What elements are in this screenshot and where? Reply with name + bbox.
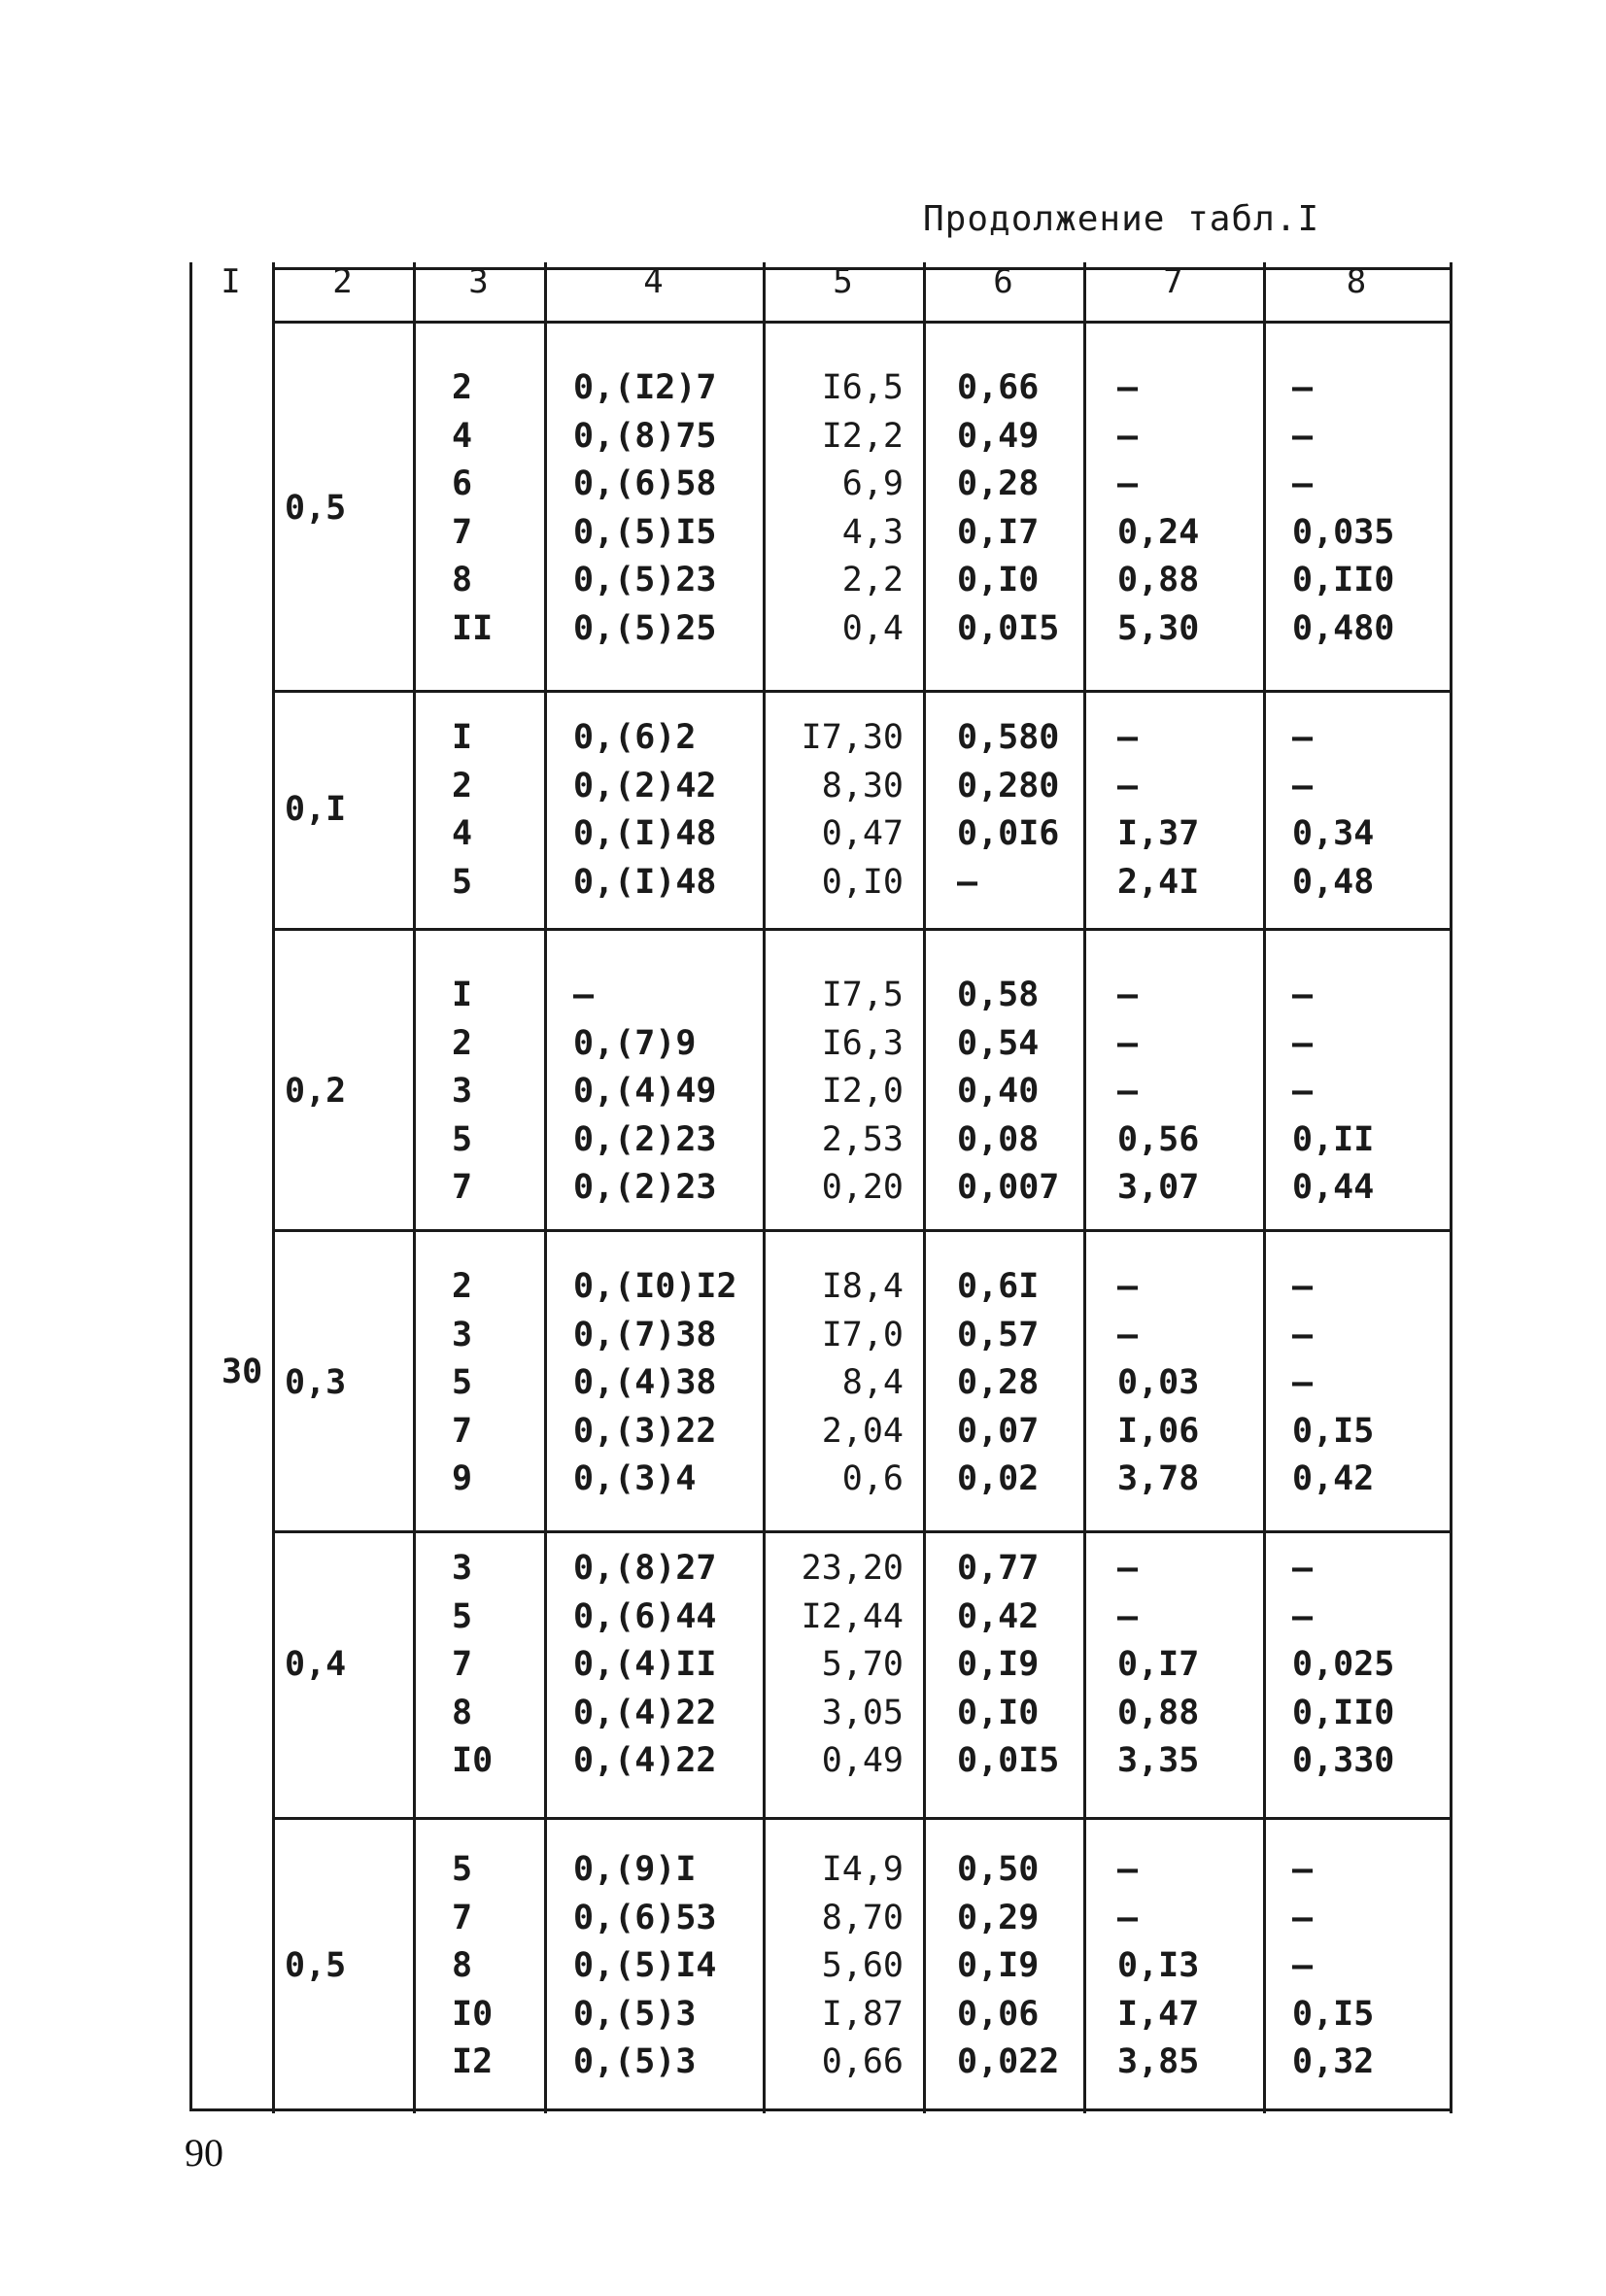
cell-col3: 5 xyxy=(452,1850,473,1889)
cell-col8: – xyxy=(1292,1072,1314,1111)
cell-col4: 0,(2)42 xyxy=(573,766,717,805)
cell-col6: 0,022 xyxy=(957,2042,1060,2081)
cell-col3: 4 xyxy=(452,814,473,853)
cell-col7: – xyxy=(1117,1898,1139,1937)
cell-col8: 0,480 xyxy=(1292,608,1395,648)
cell-col5: 8,4 xyxy=(841,1363,904,1402)
cell-col8: 0,44 xyxy=(1292,1168,1375,1207)
cell-col5: I6,5 xyxy=(821,368,904,407)
cell-col5: 2,53 xyxy=(821,1119,904,1159)
cell-col4: 0,(4)II xyxy=(573,1645,717,1684)
cell-col4: 0,(I)48 xyxy=(573,862,717,902)
cell-col6: – xyxy=(957,862,978,902)
cell-col5: 0,66 xyxy=(821,2042,904,2081)
cell-col4: 0,(9)I xyxy=(573,1850,697,1889)
cell-col5: 8,30 xyxy=(821,766,904,805)
cell-col6: 0,29 xyxy=(957,1898,1040,1937)
cell-col3: 7 xyxy=(452,512,473,552)
cell-col5: 0,4 xyxy=(841,608,904,648)
cell-col4: 0,(2)23 xyxy=(573,1119,717,1159)
cell-col7: 3,85 xyxy=(1117,2042,1200,2081)
cell-col3: 7 xyxy=(452,1168,473,1207)
cell-col4: 0,(4)38 xyxy=(573,1363,717,1402)
column-divider xyxy=(1263,262,1266,2113)
cell-col5: 3,05 xyxy=(821,1693,904,1732)
column-divider xyxy=(923,262,926,2113)
cell-col7: – xyxy=(1117,416,1139,456)
cell-col4: 0,(I0)I2 xyxy=(573,1267,737,1306)
cell-col5: I2,2 xyxy=(821,416,904,456)
cell-col4: 0,(2)23 xyxy=(573,1168,717,1207)
cell-col4: 0,(6)44 xyxy=(573,1596,717,1636)
column-header-7: 7 xyxy=(1163,262,1183,301)
cell-col8: 0,035 xyxy=(1292,512,1395,552)
cell-col4: 0,(I2)7 xyxy=(573,368,717,407)
cell-col5: I2,0 xyxy=(821,1072,904,1111)
cell-col8: 0,II xyxy=(1292,1119,1375,1159)
cell-col8: – xyxy=(1292,464,1314,503)
cell-col7: 3,35 xyxy=(1117,1741,1200,1780)
column-header-3: 3 xyxy=(468,262,489,301)
cell-col3: 2 xyxy=(452,368,473,407)
cell-col6: 0,I9 xyxy=(957,1645,1040,1684)
cell-col6: 0,08 xyxy=(957,1119,1040,1159)
table-border-left xyxy=(189,262,192,2108)
cell-col8: 0,I5 xyxy=(1292,1411,1375,1451)
cell-col4: 0,(6)2 xyxy=(573,718,697,757)
cell-col3: 7 xyxy=(452,1898,473,1937)
cell-col5: I,87 xyxy=(821,1994,904,2034)
cell-col7: – xyxy=(1117,368,1139,407)
cell-col5: 23,20 xyxy=(801,1549,904,1588)
cell-col5: 5,70 xyxy=(821,1645,904,1684)
cell-col8: – xyxy=(1292,766,1314,805)
group-parameter: 0,4 xyxy=(285,1645,347,1684)
cell-col8: – xyxy=(1292,1850,1314,1889)
cell-col5: 4,3 xyxy=(841,512,904,552)
cell-col6: 0,57 xyxy=(957,1315,1040,1354)
cell-col5: I4,9 xyxy=(821,1850,904,1889)
cell-col6: 0,0I5 xyxy=(957,1741,1060,1780)
column-divider xyxy=(413,262,416,2113)
cell-col4: 0,(3)4 xyxy=(573,1459,697,1498)
cell-col6: 0,0I6 xyxy=(957,814,1060,853)
column-header-1: I xyxy=(221,262,241,301)
cell-col3: I0 xyxy=(452,1994,494,2034)
header-divider xyxy=(272,321,1450,324)
cell-col3: 8 xyxy=(452,561,473,600)
cell-col6: 0,50 xyxy=(957,1850,1040,1889)
column-divider xyxy=(1450,262,1452,2113)
cell-col7: – xyxy=(1117,1072,1139,1111)
cell-col6: 0,66 xyxy=(957,368,1040,407)
cell-col3: 3 xyxy=(452,1549,473,1588)
cell-col6: 0,54 xyxy=(957,1023,1040,1063)
cell-col7: 0,03 xyxy=(1117,1363,1200,1402)
column-header-5: 5 xyxy=(833,262,853,301)
cell-col3: 7 xyxy=(452,1645,473,1684)
column-header-2: 2 xyxy=(332,262,353,301)
cell-col8: 0,32 xyxy=(1292,2042,1375,2081)
cell-col7: – xyxy=(1117,1023,1139,1063)
cell-col8: – xyxy=(1292,1363,1314,1402)
cell-col3: 5 xyxy=(452,1363,473,1402)
cell-col7: I,06 xyxy=(1117,1411,1200,1451)
cell-col3: 9 xyxy=(452,1459,473,1498)
cell-col7: – xyxy=(1117,1267,1139,1306)
cell-col4: 0,(5)23 xyxy=(573,561,717,600)
cell-col5: 0,I0 xyxy=(821,862,904,902)
cell-col4: 0,(5)I4 xyxy=(573,1946,717,1985)
group-parameter: 0,5 xyxy=(285,488,347,528)
cell-col4: 0,(4)22 xyxy=(573,1693,717,1732)
cell-col6: 0,07 xyxy=(957,1411,1040,1451)
cell-col7: 0,56 xyxy=(1117,1119,1200,1159)
cell-col6: 0,280 xyxy=(957,766,1060,805)
cell-col7: – xyxy=(1117,766,1139,805)
cell-col7: – xyxy=(1117,1596,1139,1636)
cell-col8: 0,II0 xyxy=(1292,1693,1395,1732)
cell-col3: 5 xyxy=(452,1596,473,1636)
cell-col7: 0,88 xyxy=(1117,1693,1200,1732)
cell-col3: 2 xyxy=(452,1267,473,1306)
cell-col7: 0,88 xyxy=(1117,561,1200,600)
cell-col3: I2 xyxy=(452,2042,494,2081)
cell-col6: 0,42 xyxy=(957,1596,1040,1636)
cell-col6: 0,06 xyxy=(957,1994,1040,2034)
column-divider xyxy=(272,262,275,2113)
cell-col7: 0,24 xyxy=(1117,512,1200,552)
cell-col5: 0,49 xyxy=(821,1741,904,1780)
cell-col8: – xyxy=(1292,1946,1314,1985)
table-caption: Продолжение табл.I xyxy=(923,199,1320,239)
cell-col7: – xyxy=(1117,718,1139,757)
cell-col3: I xyxy=(452,976,473,1014)
cell-col7: I,37 xyxy=(1117,814,1200,853)
cell-col7: 3,07 xyxy=(1117,1168,1200,1207)
cell-col6: 0,49 xyxy=(957,416,1040,456)
group-divider xyxy=(272,1229,1450,1232)
cell-col5: I2,44 xyxy=(801,1596,904,1636)
cell-col8: – xyxy=(1292,1023,1314,1063)
cell-col3: 3 xyxy=(452,1072,473,1111)
column-divider xyxy=(763,262,766,2113)
cell-col4: 0,(7)9 xyxy=(573,1023,697,1063)
cell-col5: I6,3 xyxy=(821,1023,904,1063)
group-parameter: 0,5 xyxy=(285,1946,347,1985)
cell-col3: 5 xyxy=(452,1119,473,1159)
group-parameter: 0,3 xyxy=(285,1363,347,1402)
column-divider xyxy=(544,262,547,2113)
group-divider xyxy=(272,690,1450,693)
cell-col4: 0,(8)75 xyxy=(573,416,717,456)
cell-col8: – xyxy=(1292,1596,1314,1636)
cell-col3: II xyxy=(452,608,494,648)
column-header-8: 8 xyxy=(1346,262,1367,301)
cell-col5: I7,30 xyxy=(801,718,904,757)
cell-col3: I xyxy=(452,718,473,757)
group-parameter: 0,I xyxy=(285,790,347,830)
cell-col3: I0 xyxy=(452,1741,494,1780)
cell-col3: 3 xyxy=(452,1315,473,1354)
cell-col6: 0,I7 xyxy=(957,512,1040,552)
cell-col8: – xyxy=(1292,1315,1314,1354)
cell-col7: 2,4I xyxy=(1117,862,1200,902)
group-parameter: 0,2 xyxy=(285,1072,347,1111)
cell-col3: 6 xyxy=(452,464,473,503)
cell-col5: I8,4 xyxy=(821,1267,904,1306)
column-1-value: 30 xyxy=(222,1353,263,1391)
cell-col3: 8 xyxy=(452,1946,473,1985)
cell-col8: 0,330 xyxy=(1292,1741,1395,1780)
cell-col4: 0,(6)53 xyxy=(573,1898,717,1937)
cell-col5: I7,0 xyxy=(821,1315,904,1354)
cell-col8: 0,42 xyxy=(1292,1459,1375,1498)
cell-col7: 5,30 xyxy=(1117,608,1200,648)
cell-col3: 8 xyxy=(452,1693,473,1732)
cell-col6: 0,28 xyxy=(957,1363,1040,1402)
cell-col5: 2,2 xyxy=(841,561,904,600)
cell-col8: – xyxy=(1292,1267,1314,1306)
cell-col4: 0,(4)22 xyxy=(573,1741,717,1780)
page-number: 90 xyxy=(185,2131,223,2175)
cell-col5: 6,9 xyxy=(841,464,904,503)
cell-col5: 5,60 xyxy=(821,1946,904,1985)
cell-col4: 0,(5)I5 xyxy=(573,512,717,552)
cell-col5: 0,20 xyxy=(821,1168,904,1207)
cell-col5: 0,6 xyxy=(841,1459,904,1498)
cell-col7: – xyxy=(1117,1850,1139,1889)
cell-col6: 0,40 xyxy=(957,1072,1040,1111)
cell-col8: 0,I5 xyxy=(1292,1994,1375,2034)
cell-col7: 0,I3 xyxy=(1117,1946,1200,1985)
cell-col8: – xyxy=(1292,1898,1314,1937)
cell-col7: 0,I7 xyxy=(1117,1645,1200,1684)
group-divider xyxy=(272,1817,1450,1820)
cell-col4: 0,(6)58 xyxy=(573,464,717,503)
cell-col6: 0,I0 xyxy=(957,561,1040,600)
cell-col6: 0,77 xyxy=(957,1549,1040,1588)
cell-col4: 0,(5)3 xyxy=(573,2042,697,2081)
cell-col4: – xyxy=(573,976,595,1014)
cell-col6: 0,6I xyxy=(957,1267,1040,1306)
cell-col7: – xyxy=(1117,1549,1139,1588)
cell-col4: 0,(4)49 xyxy=(573,1072,717,1111)
cell-col8: – xyxy=(1292,1549,1314,1588)
cell-col8: – xyxy=(1292,976,1314,1014)
cell-col7: – xyxy=(1117,1315,1139,1354)
table-border-bottom xyxy=(189,2108,1450,2111)
column-header-4: 4 xyxy=(643,262,664,301)
cell-col8: – xyxy=(1292,718,1314,757)
cell-col6: 0,28 xyxy=(957,464,1040,503)
cell-col3: 4 xyxy=(452,416,473,456)
cell-col7: I,47 xyxy=(1117,1994,1200,2034)
cell-col8: 0,025 xyxy=(1292,1645,1395,1684)
cell-col5: I7,5 xyxy=(821,976,904,1014)
cell-col5: 0,47 xyxy=(821,814,904,853)
cell-col3: 2 xyxy=(452,766,473,805)
cell-col3: 2 xyxy=(452,1023,473,1063)
cell-col6: 0,58 xyxy=(957,976,1040,1014)
cell-col3: 5 xyxy=(452,862,473,902)
cell-col6: 0,I0 xyxy=(957,1693,1040,1732)
group-divider xyxy=(272,928,1450,931)
cell-col4: 0,(5)25 xyxy=(573,608,717,648)
cell-col4: 0,(5)3 xyxy=(573,1994,697,2034)
cell-col4: 0,(I)48 xyxy=(573,814,717,853)
cell-col5: 8,70 xyxy=(821,1898,904,1937)
cell-col6: 0,007 xyxy=(957,1168,1060,1207)
column-header-6: 6 xyxy=(993,262,1013,301)
column-divider xyxy=(1083,262,1086,2113)
cell-col6: 0,0I5 xyxy=(957,608,1060,648)
cell-col6: 0,580 xyxy=(957,718,1060,757)
cell-col4: 0,(7)38 xyxy=(573,1315,717,1354)
cell-col7: – xyxy=(1117,976,1139,1014)
cell-col6: 0,02 xyxy=(957,1459,1040,1498)
cell-col8: 0,34 xyxy=(1292,814,1375,853)
cell-col4: 0,(8)27 xyxy=(573,1549,717,1588)
cell-col3: 7 xyxy=(452,1411,473,1451)
cell-col8: 0,II0 xyxy=(1292,561,1395,600)
cell-col8: 0,48 xyxy=(1292,862,1375,902)
group-divider xyxy=(272,1530,1450,1533)
cell-col6: 0,I9 xyxy=(957,1946,1040,1985)
cell-col7: – xyxy=(1117,464,1139,503)
cell-col8: – xyxy=(1292,368,1314,407)
cell-col8: – xyxy=(1292,416,1314,456)
cell-col4: 0,(3)22 xyxy=(573,1411,717,1451)
cell-col7: 3,78 xyxy=(1117,1459,1200,1498)
cell-col5: 2,04 xyxy=(821,1411,904,1451)
